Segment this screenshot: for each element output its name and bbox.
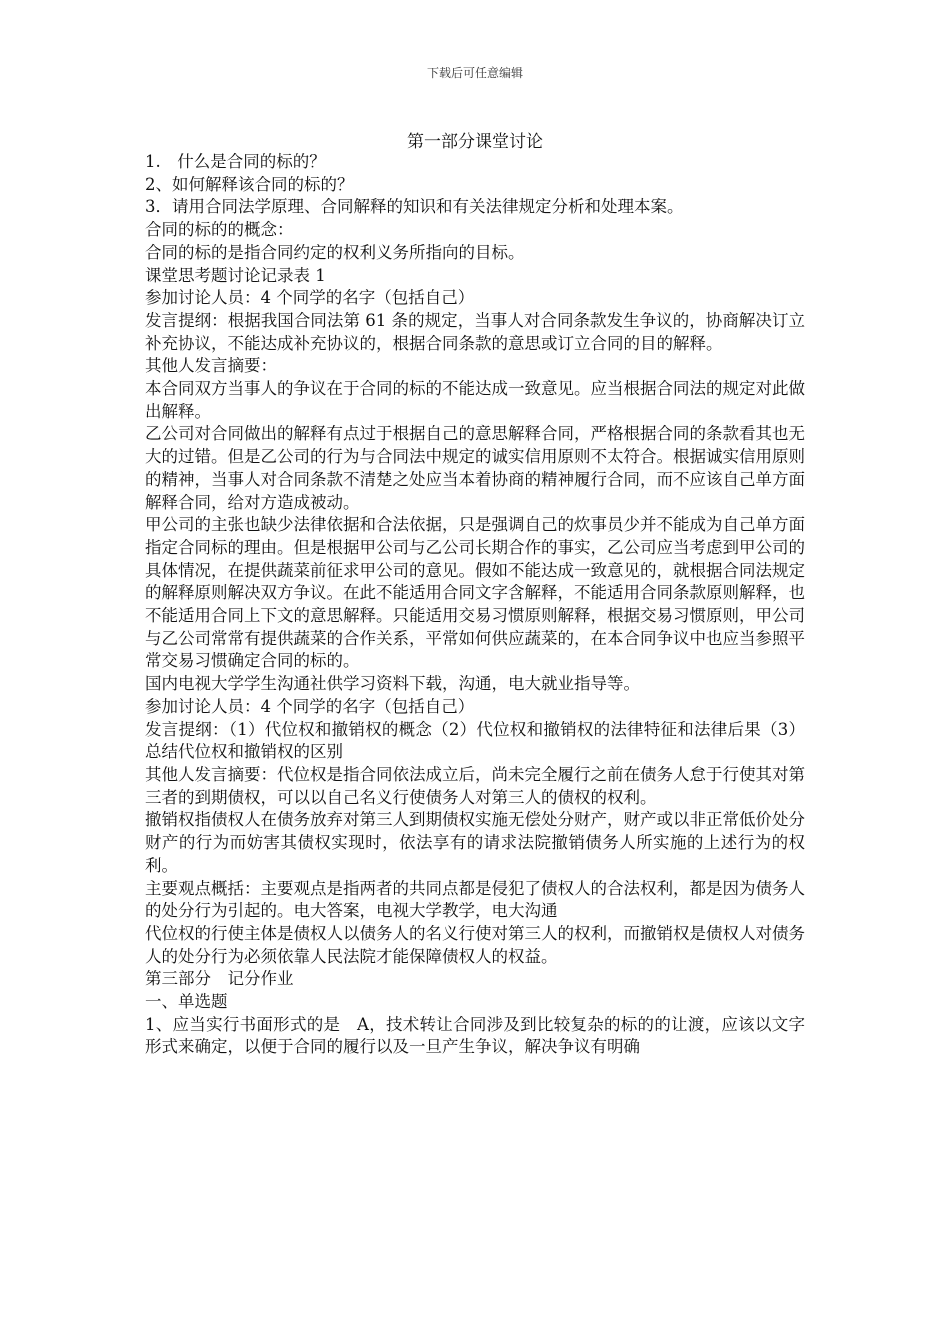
document-body (145, 151, 805, 1059)
participants-2: 参加讨论人员：4 个同学的名字（包括自己） (145, 696, 475, 716)
summary-paragraph: 本合同双方当事人的争议在于合同的标的不能达成一致意见。应当根据合同法的规定对此做出解释。 (145, 379, 805, 421)
question-3: 3．请用合同法学原理、合同解释的知识和有关法律规定分析和处理本案。 (145, 197, 684, 217)
company-b-paragraph: 乙公司对合同做出的解释有点过于根据自己的意思解释合同，严格根据合同的条款看其也无大的过错。但是乙公司的行为与合同法中规定的诚实信用原则不太符合。根据诚实信用原则的精神，当事人对合同条款不清楚之处应当本着协商的精神履行合同，而不应该自己单方面解释合同，给对方造成被动。 (145, 424, 805, 512)
page-header: 下载后可任意编辑 (426, 66, 523, 80)
speech-outline-1: 发言提纲：根据我国合同法第 61 条的规定，当事人对合同条款发生争议的，协商解决订立补充协议，不能达成补充协议的，根据合同条款的意思或订立合同的目的解释。 (145, 310, 805, 353)
revocation-paragraph: 撤销权指债权人在债务放弃对第三人到期债权实施无偿处分财产，财产或以非正常低价处分财产的行为而妨害其债权实现时，依法享有的请求法院撤销债务人所实施的上述行为的权利。 (145, 810, 805, 875)
speech-outline-2: 发言提纲：（1）代位权和撤销权的概念（2）代位权和撤销权的法律特征和法律后果（3）总结代位权和撤销权的区别 (145, 719, 805, 762)
participants-1: 参加讨论人员：4 个同学的名字（包括自己） (145, 288, 475, 308)
part-three-heading: 第三部分 记分作业 (145, 969, 294, 989)
concept-definition: 合同的标的是指合同约定的权利义务所指向的目标。 (145, 242, 525, 262)
section-title: 第一部分课堂讨论 (407, 132, 543, 152)
company-a-paragraph: 甲公司的主张也缺少法律依据和合法依据，只是强调自己的炊事员少并不能成为自己单方面指定合同标的理由。但是根据甲公司与乙公司长期合作的事实，乙公司应当考虑到甲公司的具体情况，在提供蔬菜前征求甲公司的意见。假如不能达成一致意见的，就根据合同法规定的解释原则解决双方争议。在此不能适用合同文字含解释，不能适用合同条款原则解释，也不能适用合同上下文的意思解释。只能适用交易习惯原则解释，根据交易习惯原则，甲公司与乙公司常常有提供蔬菜的合作关系，平常如何供应蔬菜的，在本合同争议中也应当参照平常交易习惯确定合同的标的。 (145, 515, 805, 671)
others-summary-heading: 其他人发言摘要： (145, 356, 277, 376)
question-2: 2、如何解释该合同的标的？ (145, 174, 354, 194)
question-1: 1. 什么是合同的标的？ (145, 152, 326, 171)
single-choice-heading: 一、单选题 (145, 992, 228, 1012)
concept-heading: 合同的标的的概念： (145, 220, 294, 240)
record-table-title: 课堂思考题讨论记录表 1 (145, 265, 326, 285)
answer-1-paragraph: 1、应当实行书面形式的是 A，技术转让合同涉及到比较复杂的标的的让渡，应该以文字形式来确定，以便于合同的履行以及一旦产生争议，解决争议有明确 (145, 1014, 805, 1057)
subrogation-paragraph: 其他人发言摘要：代位权是指合同依法成立后，尚未完全履行之前在债务人怠于行使其对第三者的到期债权，可以以自己名义行使债务人对第三人的债权的权利。 (145, 764, 805, 807)
main-points-paragraph: 主要观点概括：主要观点是指两者的共同点都是侵犯了债权人的合法权利，都是因为债务人的处分行为引起的。电大答案，电视大学教学，电大沟通 (145, 878, 805, 921)
promo-line: 国内电视大学学生沟通社供学习资料下载，沟通，电大就业指导等。 (145, 674, 640, 694)
difference-paragraph: 代位权的行使主体是债权人以债务人的名义行使对第三人的权利，而撤销权是债权人对债务人的处分行为必须依靠人民法院才能保障债权人的权益。 (145, 923, 805, 966)
